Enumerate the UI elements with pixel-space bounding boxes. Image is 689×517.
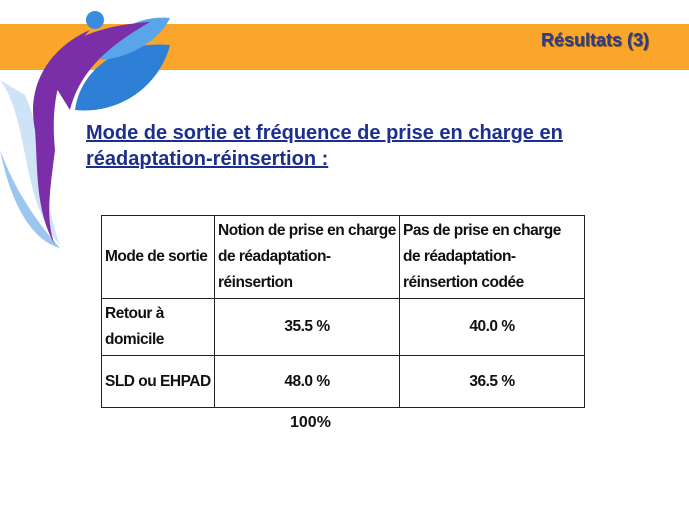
- table-cell: 40.0 %: [400, 299, 585, 356]
- heading-text: Mode de sortie et fréquence de prise en charge en réadaptation-réinsertion :: [86, 122, 563, 170]
- slide-title: Résultats (3): [540, 30, 649, 50]
- table-cell: 48.0 %: [215, 356, 400, 408]
- table-cell: 36.5 %: [400, 356, 585, 408]
- row-label: SLD ou EHPAD: [102, 356, 215, 408]
- header-pas-de-prise-en-charge: Pas de prise en charge de réadaptation-réinsertion codée: [400, 216, 585, 299]
- results-table: [101, 215, 585, 408]
- table-row: [102, 356, 585, 408]
- page-heading: [86, 120, 656, 172]
- table-header-row: [102, 216, 585, 299]
- header-prise-en-charge: Notion de prise en charge de réadaptation-réinsertion: [215, 216, 400, 299]
- header-mode-de-sortie: Mode de sortie: [102, 216, 215, 299]
- total-value: 100%: [290, 414, 331, 431]
- table-cell: 35.5 %: [215, 299, 400, 356]
- row-label: Retour à domicile: [102, 299, 215, 356]
- table-row: [102, 299, 585, 356]
